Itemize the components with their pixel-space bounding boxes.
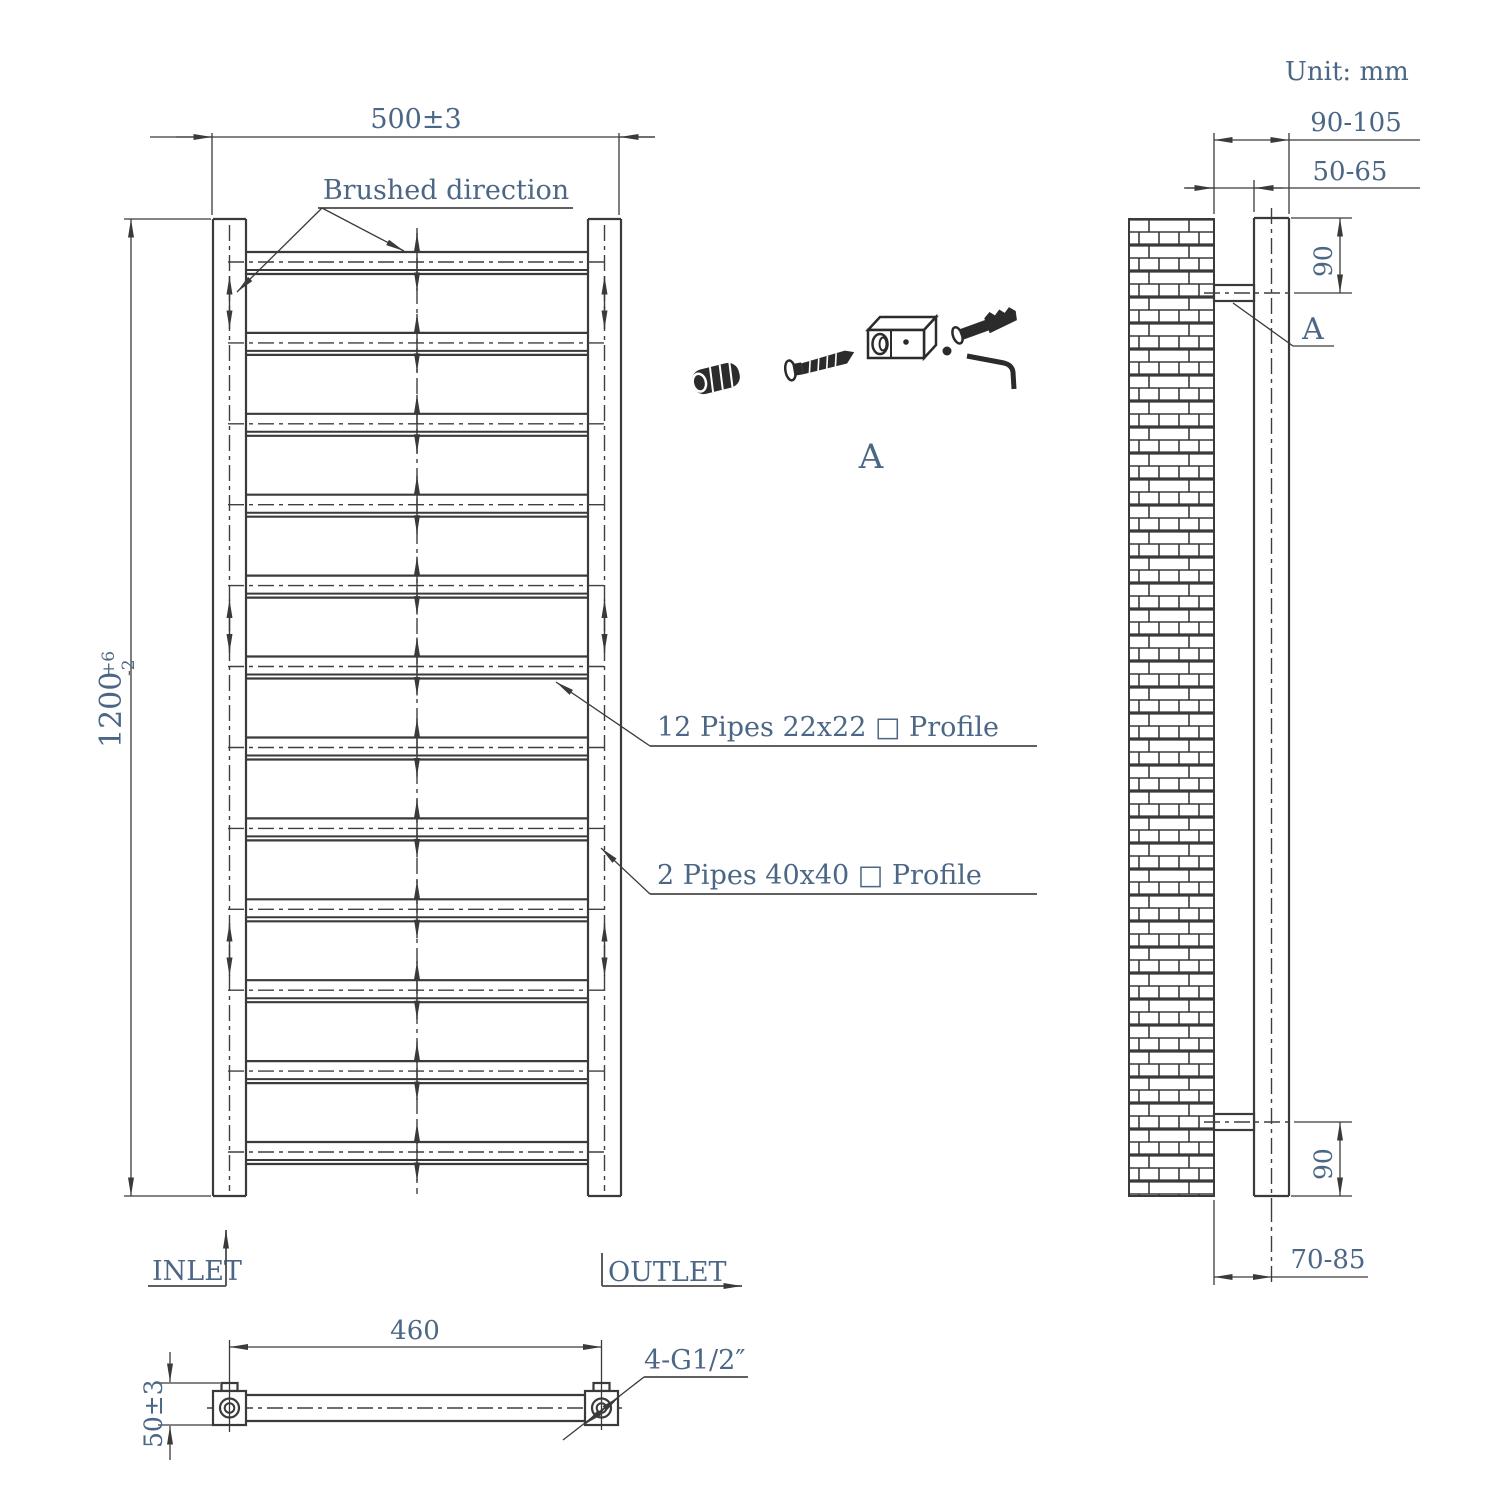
total-depth-dim-text: 90-105 (1310, 108, 1402, 138)
detail-ref-callout (1233, 303, 1334, 347)
wall-section (1129, 219, 1214, 1196)
outlet-callout (602, 1253, 742, 1288)
screw-anchor-part (950, 303, 1020, 345)
pipes-big-callout (601, 848, 1037, 894)
outlet-label: OUTLET (608, 1257, 727, 1288)
floor-depth-dim-text: 70-85 (1290, 1245, 1366, 1275)
bottom-bracket-dim-text: 90 (1309, 1148, 1338, 1180)
floor-depth-dimension (1214, 1200, 1368, 1285)
brushed-direction-label: Brushed direction (322, 175, 570, 206)
thread-label: 4-G1/2″ (644, 1345, 746, 1376)
pipes-big-label: 2 Pipes 40x40 □ Profile (657, 860, 982, 891)
detail-a-label: A (858, 437, 884, 477)
bottom-bracket-dimension (1291, 1122, 1352, 1196)
side-tube (1254, 208, 1289, 1206)
front-height-dim-text: 1200 (94, 671, 129, 748)
front-view (94, 104, 1037, 1288)
wall-plug-part (690, 361, 743, 397)
front-height-dimension (94, 219, 211, 1196)
grub-screw-part (943, 347, 952, 356)
bottom-view (139, 1316, 748, 1460)
left-connector (213, 1378, 246, 1432)
front-height-dim-tol-minus: -2 (119, 659, 139, 676)
bottom-tube (207, 1395, 624, 1421)
right-connector (585, 1376, 618, 1430)
bracket-block-part (868, 317, 936, 358)
detail-a-exploded (690, 303, 1020, 477)
pipes-small-callout (556, 682, 1037, 746)
inlet-callout (148, 1230, 242, 1287)
top-bracket (1204, 285, 1294, 301)
pipes-small-label: 12 Pipes 22x22 □ Profile (657, 712, 1000, 743)
side-view (1129, 108, 1420, 1285)
front-width-dim-text: 500±3 (370, 104, 462, 135)
detail-ref-label: A (1302, 312, 1324, 347)
wall-gap-dim-text: 50-65 (1312, 157, 1388, 187)
screw-part (784, 349, 857, 381)
front-height-dim-tol-plus: +6 (99, 650, 119, 676)
tube-height-dim-text: 50±3 (139, 1379, 168, 1448)
top-bracket-dim-text: 90 (1309, 245, 1338, 277)
centers-dim-text: 460 (390, 1316, 440, 1346)
centers-dimension (230, 1316, 602, 1378)
top-bracket-dimension (1291, 218, 1352, 293)
unit-label: Unit: mm (1285, 57, 1409, 87)
allen-key-part (967, 356, 1014, 389)
tube-height-dimension (139, 1352, 220, 1460)
inlet-label: INLET (152, 1256, 242, 1287)
bottom-bracket (1204, 1114, 1294, 1130)
wall-gap-dimension (1184, 157, 1420, 212)
